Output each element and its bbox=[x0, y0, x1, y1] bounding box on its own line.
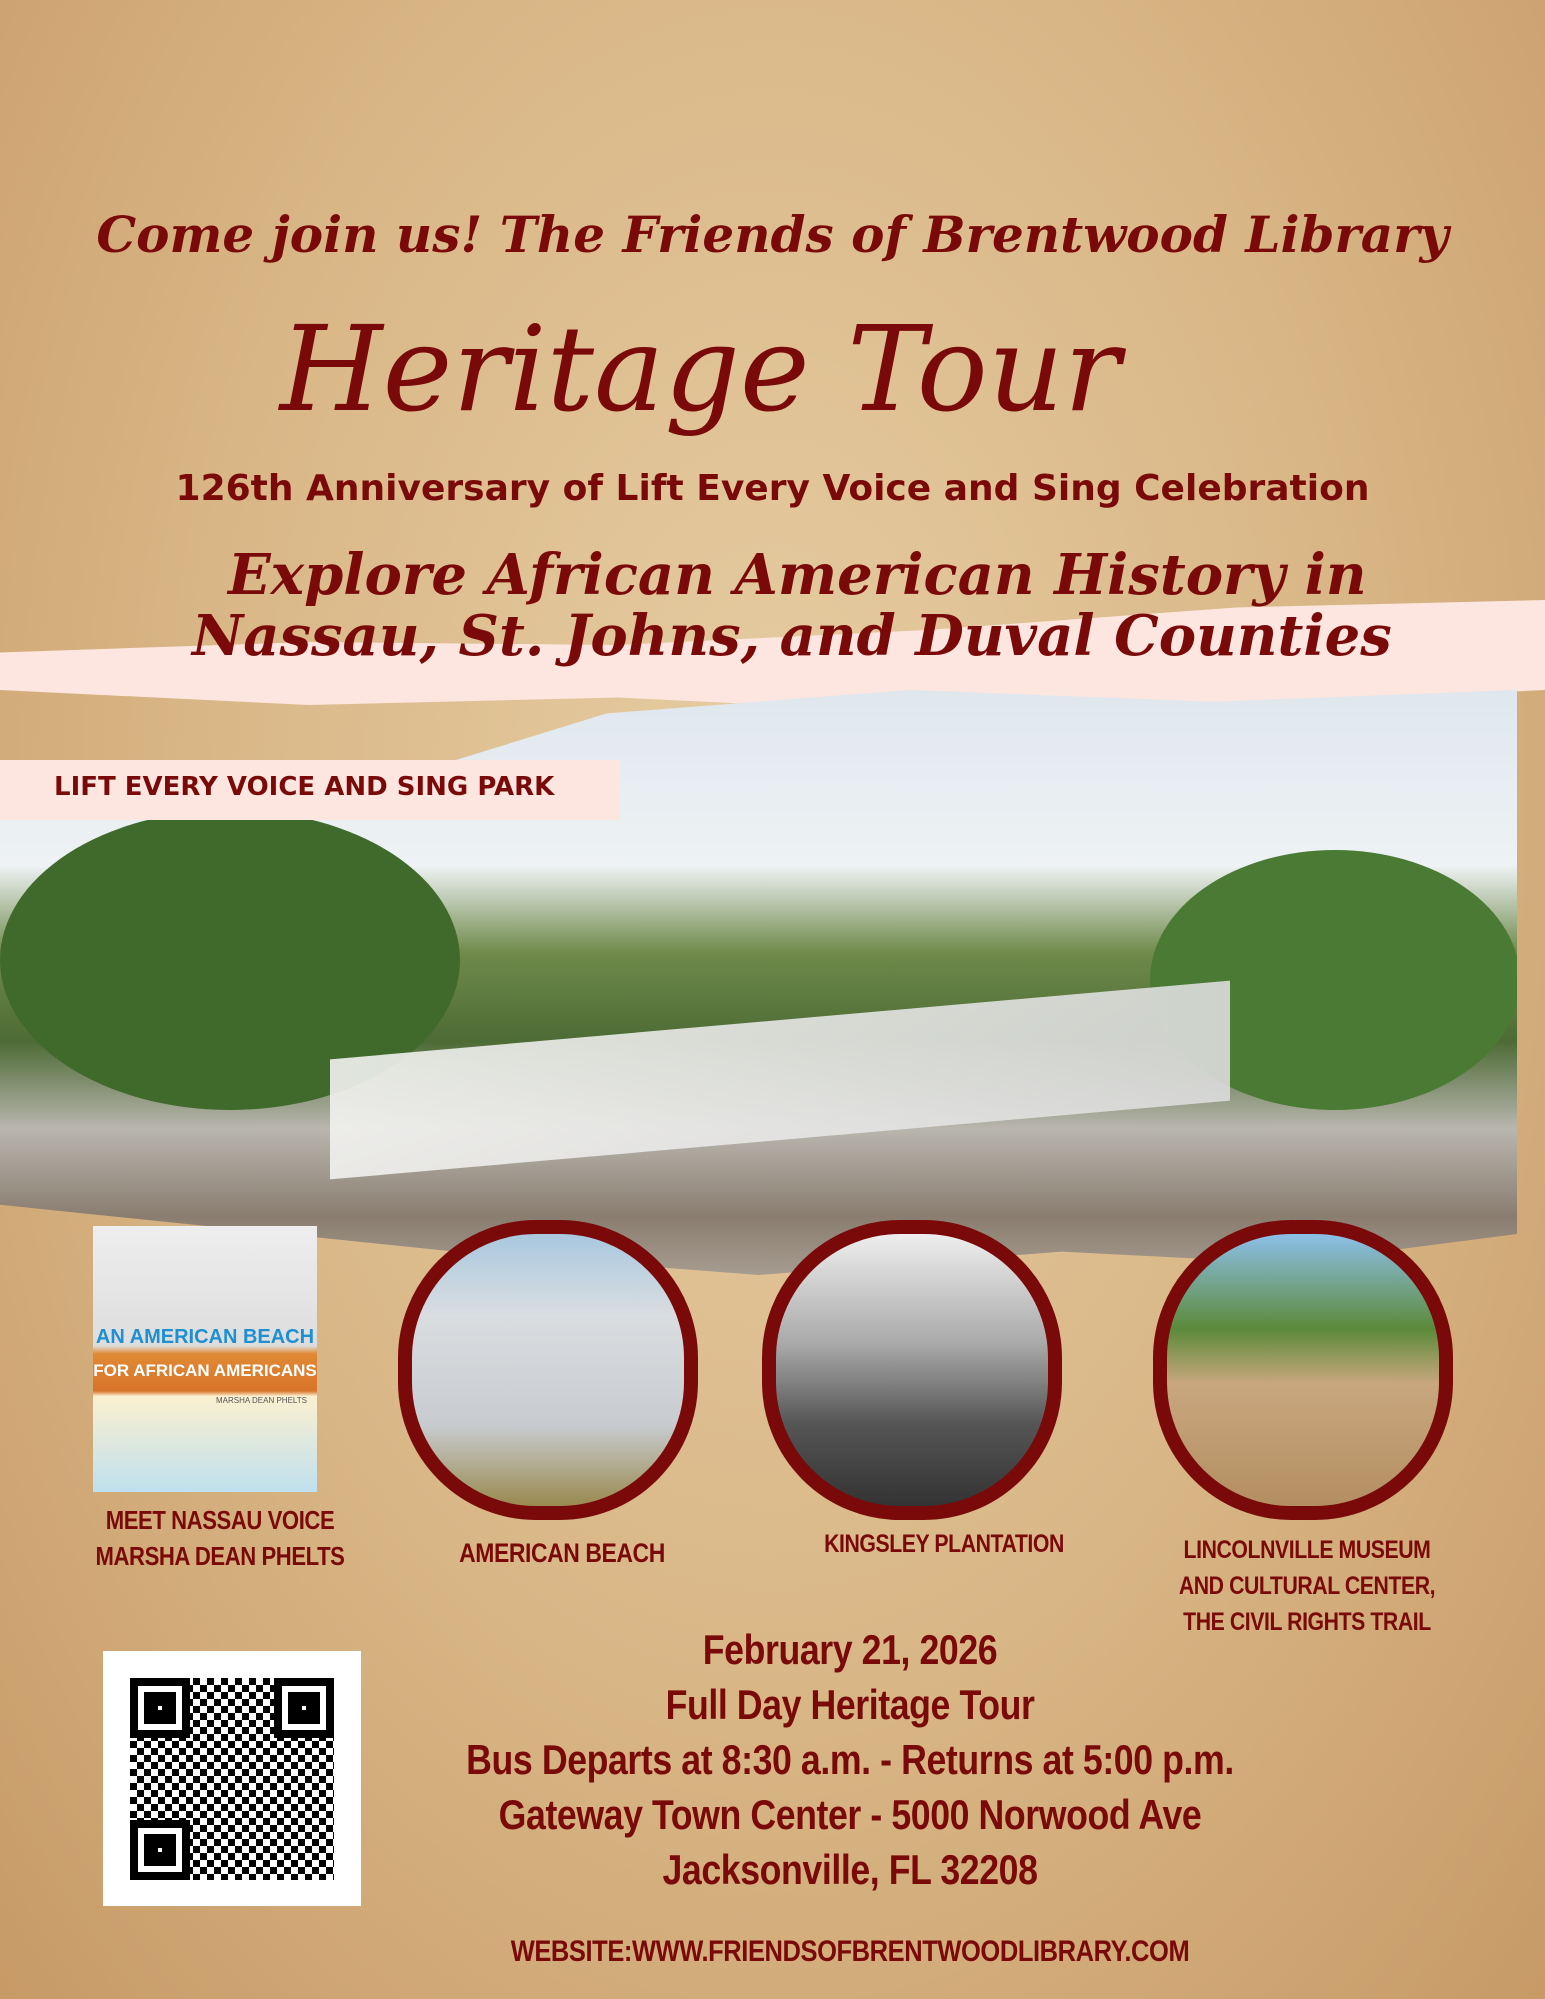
park-caption: LIFT EVERY VOICE AND SING PARK bbox=[54, 772, 555, 802]
label-line: THE CIVIL RIGHTS TRAIL bbox=[1183, 1608, 1431, 1636]
qr-code[interactable] bbox=[103, 1651, 361, 1906]
event-city: Jacksonville, FL 32208 bbox=[662, 1846, 1038, 1893]
kingsley-plantation-photo bbox=[762, 1220, 1062, 1520]
book-author: MARSHA DEAN PHELTS bbox=[216, 1396, 307, 1405]
stop-label-nassau-voice bbox=[93, 1502, 348, 1574]
subtitle: 126th Anniversary of Lift Every Voice and Sing Celebration bbox=[175, 468, 1370, 509]
lincolnville-museum-photo bbox=[1153, 1220, 1453, 1520]
title-heading: Heritage Tour bbox=[279, 300, 1121, 438]
book-cover-image bbox=[93, 1226, 317, 1492]
label-line: AND CULTURAL CENTER, bbox=[1178, 1572, 1436, 1600]
event-times: Bus Departs at 8:30 a.m. - Returns at 5:00 p.m. bbox=[466, 1736, 1234, 1783]
event-type: Full Day Heritage Tour bbox=[665, 1681, 1035, 1728]
label-line: MARSHA DEAN PHELTS bbox=[95, 1541, 345, 1571]
label-line: LINCOLNVILLE MUSEUM bbox=[1183, 1536, 1431, 1564]
event-location: Gateway Town Center - 5000 Norwood Ave bbox=[498, 1791, 1202, 1838]
label-line: MEET NASSAU VOICE bbox=[105, 1505, 335, 1535]
stop-label-kingsley: KINGSLEY PLANTATION bbox=[824, 1530, 1064, 1558]
explore-line-1: Explore African American History in bbox=[228, 542, 1367, 608]
event-date: February 21, 2026 bbox=[702, 1626, 998, 1673]
book-title-bottom: FOR AFRICAN AMERICANS bbox=[93, 1361, 317, 1380]
american-beach-photo bbox=[398, 1220, 698, 1520]
website-link[interactable]: WEBSITE:WWW.FRIENDSOFBRENTWOODLIBRARY.COM bbox=[510, 1935, 1190, 1968]
book-title-top: AN AMERICAN BEACH bbox=[95, 1326, 315, 1348]
event-details bbox=[383, 1622, 1318, 1897]
stop-label-american-beach: AMERICAN BEACH bbox=[459, 1538, 665, 1568]
intro-heading: Come join us! The Friends of Brentwood Library bbox=[96, 205, 1449, 264]
explore-line-2: Nassau, St. Johns, and Duval Counties bbox=[192, 603, 1392, 669]
